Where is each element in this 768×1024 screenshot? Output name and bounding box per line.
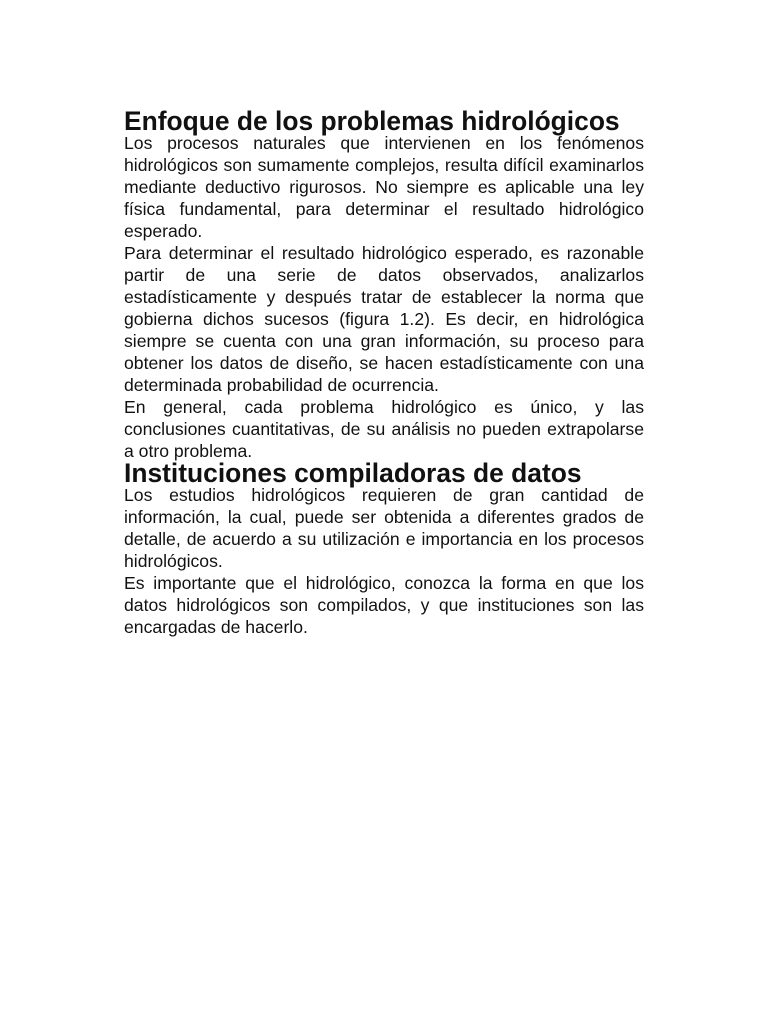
paragraph: Para determinar el resultado hidrológico esperado, es razonable partir de una serie de datos observados, analizarlos estadísticamente y después tratar de establecer la norma que gobierna dichos sucesos (figura 1.2). Es decir, en hidrológica siempre se cuenta con una gran información, su proceso para obtener los datos de diseño, se hacen estadísticamente con una determinada probabilidad de ocurrencia. xyxy=(124,243,644,395)
paragraph: Es importante que el hidrológico, conozca la forma en que los datos hidrológicos son compilados, y que instituciones son las encargadas de hacerlo. xyxy=(124,573,644,637)
section-instituciones xyxy=(124,458,644,638)
paragraph: Los procesos naturales que intervienen en los fenómenos hidrológicos son sumamente complejos, resulta difícil examinarlos mediante deductivo rigurosos. No siempre es aplicable una ley física fundamental, para determinar el resultado hidrológico esperado. xyxy=(124,133,644,241)
paragraph: En general, cada problema hidrológico es único, y las conclusiones cuantitativas, de su análisis no pueden extrapolarse a otro problema. xyxy=(124,397,644,461)
section-heading: Enfoque de los problemas hidrológicos xyxy=(124,106,620,136)
paragraph: Los estudios hidrológicos requieren de gran cantidad de información, la cual, puede ser obtenida a diferentes grados de detalle, de acuerdo a su utilización e importancia en los procesos hidrológicos. xyxy=(124,485,644,571)
section-heading: Instituciones compiladoras de datos xyxy=(124,458,582,488)
section-enfoque xyxy=(124,106,644,462)
document-page xyxy=(124,106,644,638)
